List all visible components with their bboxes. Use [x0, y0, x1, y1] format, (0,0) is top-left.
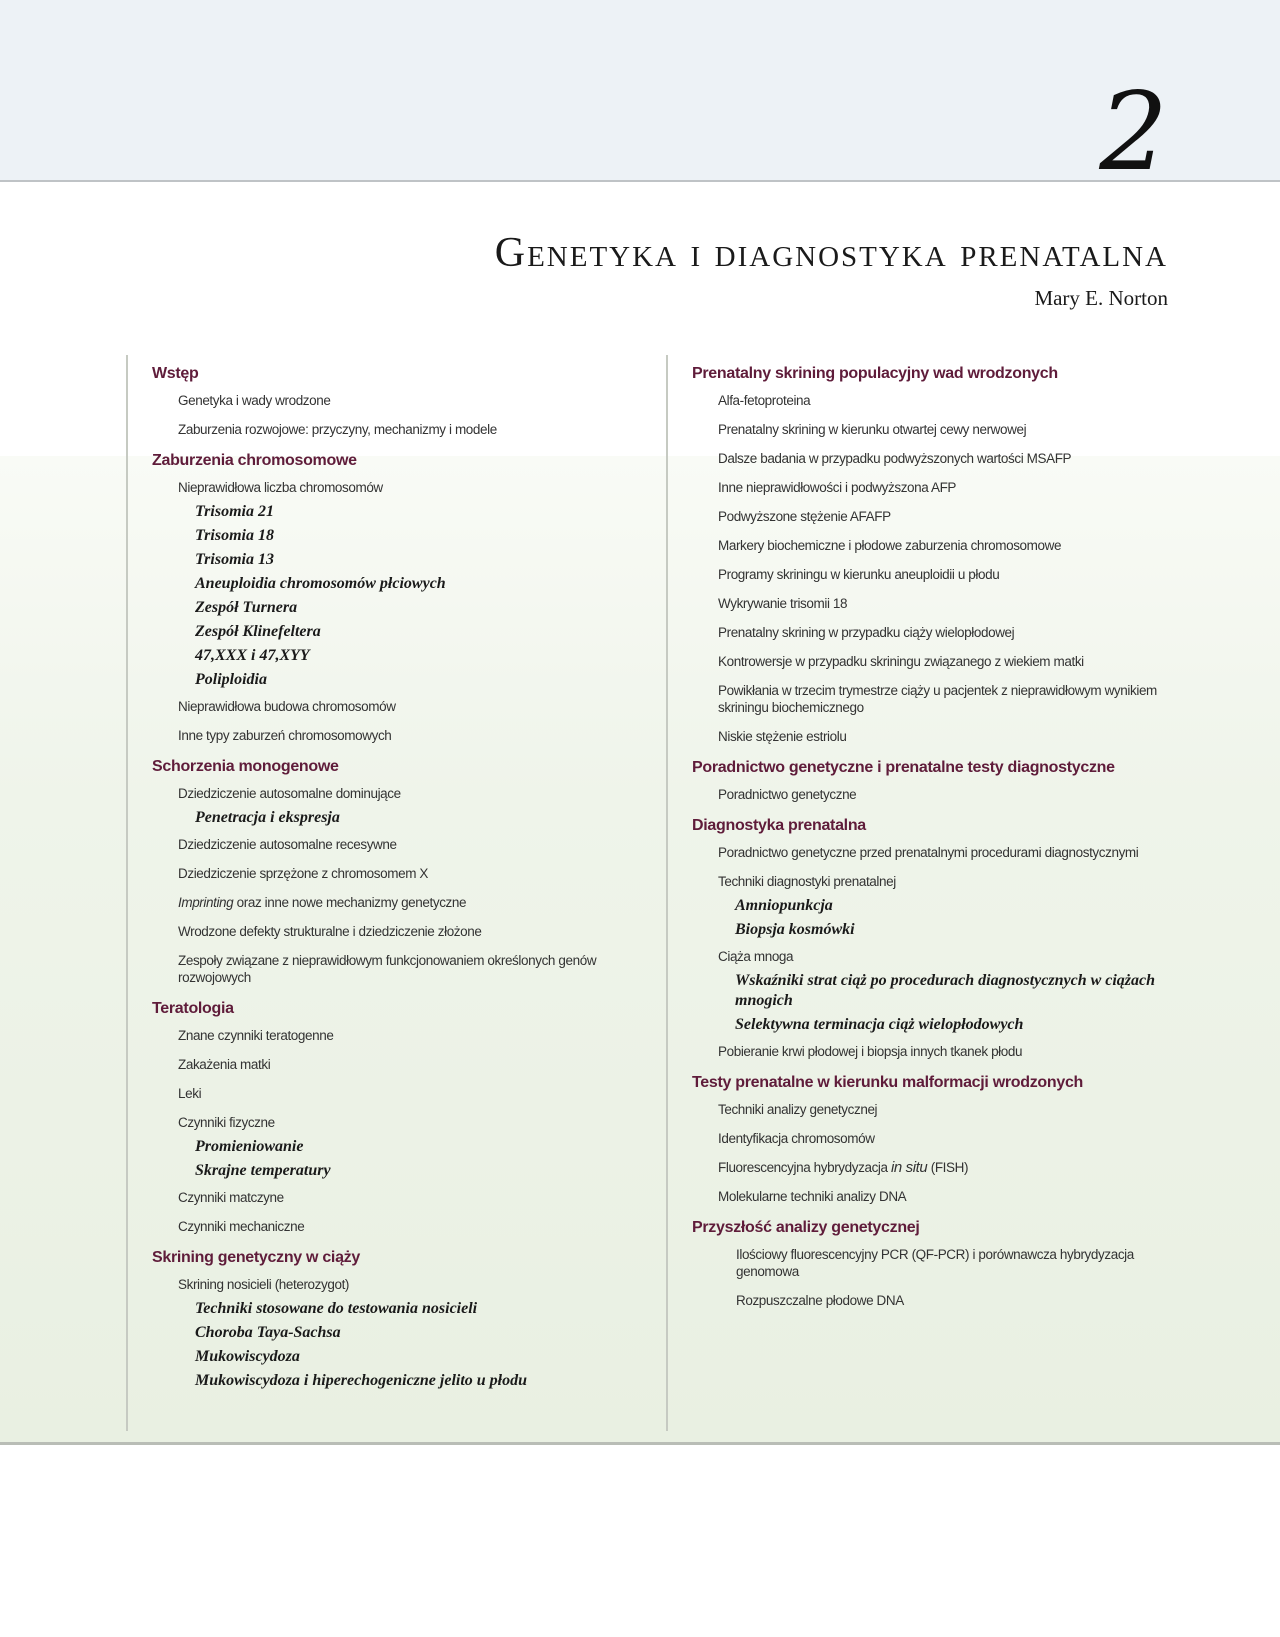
- toc-section-heading: [692, 815, 1186, 837]
- toc-entry-text: Testy prenatalne w kierunku malformacji wrodzonych: [692, 1074, 1084, 1091]
- toc-entry-text: Dziedziczenie sprzężone z chromosomem X: [178, 866, 429, 881]
- toc-subsubsection: [152, 622, 646, 642]
- toc-entry-text: Identyfikacja chromosomów: [718, 1131, 875, 1146]
- toc-entry-text: Czynniki mechaniczne: [178, 1219, 305, 1234]
- toc-section-heading: [152, 756, 646, 778]
- toc-entry-text: Znane czynniki teratogenne: [178, 1028, 334, 1043]
- toc-subsection: [692, 479, 1186, 496]
- toc-entry-text: Prenatalny skrining w kierunku otwartej cewy nerwowej: [718, 422, 1027, 437]
- toc-subsubsection: [152, 646, 646, 666]
- toc-subsection: [692, 1246, 1186, 1280]
- toc-subsection: [692, 537, 1186, 554]
- toc-entry-text: Amniopunkcja: [735, 897, 833, 914]
- toc-entry-text: Dziedziczenie autosomalne recesywne: [178, 837, 397, 852]
- toc-entry-text: Poradnictwo genetyczne i prenatalne testy diagnostyczne: [692, 759, 1115, 776]
- toc-subsubsection: [152, 670, 646, 690]
- toc-entry-text: Techniki stosowane do testowania nosicieli: [195, 1300, 478, 1317]
- toc-subsubsection: [692, 896, 1186, 916]
- toc-entry-text: Programy skriningu w kierunku aneuploidii u płodu: [718, 567, 1000, 582]
- toc-entry-text: Kontrowersje w przypadku skriningu związanego z wiekiem matki: [718, 654, 1084, 669]
- toc-entry-text: Nieprawidłowa budowa chromosomów: [178, 699, 396, 714]
- toc-subsubsection: [152, 598, 646, 618]
- toc-entry-text: Skrajne temperatury: [195, 1162, 331, 1179]
- toc-entry-text: Ilościowy fluorescencyjny PCR (QF-PCR) i porównawcza hybrydyzacja genomowa: [736, 1247, 1134, 1279]
- toc-entry-text: Leki: [178, 1086, 202, 1101]
- toc-section-heading: [152, 450, 646, 472]
- toc-subsubsection: [152, 526, 646, 546]
- toc-subsection: [152, 894, 646, 911]
- header-band: [0, 0, 1280, 182]
- toc-subsubsection: [152, 574, 646, 594]
- toc-section-heading: [692, 757, 1186, 779]
- toc-subsection: [692, 1292, 1186, 1309]
- toc-subsection: [692, 786, 1186, 803]
- toc-entry-text: Schorzenia monogenowe: [152, 758, 339, 775]
- toc-entry-text: Zespół Turnera: [195, 599, 298, 616]
- toc-entry-text: Fluorescencyjna hybrydyzacja: [718, 1160, 891, 1175]
- toc-entry-text: Pobieranie krwi płodowej i biopsja innych tkanek płodu: [718, 1044, 1023, 1059]
- toc-entry-text: Dziedziczenie autosomalne dominujące: [178, 786, 401, 801]
- toc-subsection: [152, 865, 646, 882]
- toc-subsection: [692, 566, 1186, 583]
- toc-subsubsection: [152, 502, 646, 522]
- toc-entry-text: Wrodzone defekty strukturalne i dziedziczenie złożone: [178, 924, 482, 939]
- toc-entry-text: Diagnostyka prenatalna: [692, 817, 866, 834]
- toc-entry-text: Molekularne techniki analizy DNA: [718, 1189, 907, 1204]
- toc-entry-text: Rozpuszczalne płodowe DNA: [736, 1293, 904, 1308]
- toc-entry-text: Skrining genetyczny w ciąży: [152, 1249, 360, 1266]
- toc-entry-text: Techniki analizy genetycznej: [718, 1102, 878, 1117]
- toc-entry-text: Aneuploidia chromosomów płciowych: [195, 575, 446, 592]
- toc-entry-text: Inne typy zaburzeń chromosomowych: [178, 728, 392, 743]
- chapter-title: Genetyka i diagnostyka prenatalna: [494, 230, 1168, 276]
- toc-subsection: [692, 844, 1186, 861]
- toc-subsubsection: [152, 808, 646, 828]
- toc-entry-text: Poradnictwo genetyczne: [718, 787, 857, 802]
- toc-entry-text: Prenatalny skrining populacyjny wad wrodzonych: [692, 365, 1058, 382]
- toc-entry-text: Nieprawidłowa liczba chromosomów: [178, 480, 383, 495]
- toc-subsection: [692, 728, 1186, 745]
- toc-entry-text: Wskaźniki strat ciąż po procedurach diagnostycznych w ciążach mnogich: [735, 972, 1156, 1009]
- toc-entry-text: Trisomia 13: [195, 551, 274, 568]
- toc-entry-text: Promieniowanie: [195, 1138, 304, 1155]
- toc-column-left: [126, 355, 646, 1431]
- toc-subsection: [152, 1276, 646, 1293]
- toc-entry-text: Alfa-fetoproteina: [718, 393, 811, 408]
- toc-entry-text: Prenatalny skrining w przypadku ciąży wielopłodowej: [718, 625, 1015, 640]
- toc-subsubsection: [152, 1299, 646, 1319]
- toc-subsection: [692, 392, 1186, 409]
- toc-entry-text: Skrining nosicieli (heterozygot): [178, 1277, 350, 1292]
- toc-entry-text: Choroba Taya-Sachsa: [195, 1324, 341, 1341]
- toc-subsection: [152, 1114, 646, 1131]
- toc-subsection: [152, 1085, 646, 1102]
- toc-entry-text: Selektywna terminacja ciąż wielopłodowych: [735, 1016, 1024, 1033]
- toc-subsection: [692, 948, 1186, 965]
- toc-entry-text: Dalsze badania w przypadku podwyższonych wartości MSAFP: [718, 451, 1072, 466]
- toc-entry-text: Powikłania w trzecim trymestrze ciąży u pacjentek z nieprawidłowym wynikiem skriningu biochemicznego: [718, 683, 1157, 715]
- toc-entry-text: Przyszłość analizy genetycznej: [692, 1219, 920, 1236]
- toc-entry-text: Teratologia: [152, 1000, 234, 1017]
- toc-subsection: [152, 1056, 646, 1073]
- toc-subsubsection: [152, 1161, 646, 1181]
- toc-entry-text: Ciąża mnoga: [718, 949, 794, 964]
- toc-entry-text: Trisomia 18: [195, 527, 274, 544]
- toc-entry-text: Markery biochemiczne i płodowe zaburzenia chromosomowe: [718, 538, 1062, 553]
- toc-entry-text: Genetyka i wady wrodzone: [178, 393, 331, 408]
- toc-subsection: [692, 450, 1186, 467]
- toc-subsubsection: [152, 1323, 646, 1343]
- toc-entry-text: Mukowiscydoza i hiperechogeniczne jelito u płodu: [195, 1372, 528, 1389]
- toc-subsubsection: [692, 971, 1186, 1011]
- toc-subsection: [692, 1043, 1186, 1060]
- toc-entry-text: Mukowiscydoza: [195, 1348, 300, 1365]
- toc-subsubsection: [692, 920, 1186, 940]
- toc-subsection: [152, 1189, 646, 1206]
- toc-section-heading: [152, 998, 646, 1020]
- toc-subsection: [152, 923, 646, 940]
- toc-entry-text: Zespoły związane z nieprawidłowym funkcjonowaniem określonych genów rozwojowych: [178, 953, 597, 985]
- toc-subsection: [152, 698, 646, 715]
- toc-entry-text: oraz inne nowe mechanizmy genetyczne: [233, 895, 467, 910]
- toc-subsection: [692, 1188, 1186, 1205]
- toc-entry-text: Inne nieprawidłowości i podwyższona AFP: [718, 480, 957, 495]
- toc-entry-text: Wykrywanie trisomii 18: [718, 596, 848, 611]
- toc-section-heading: [152, 363, 646, 385]
- toc-entry-text: Poliploidia: [195, 671, 267, 688]
- toc-entry-text: Trisomia 21: [195, 503, 274, 520]
- toc-section-heading: [152, 1247, 646, 1269]
- toc-subsection: [152, 1218, 646, 1235]
- toc-entry-text: Podwyższone stężenie AFAFP: [718, 509, 891, 524]
- toc-entry-tail: (FISH): [927, 1160, 969, 1175]
- toc-entry-text: Poradnictwo genetyczne przed prenatalnymi procedurami diagnostycznymi: [718, 845, 1139, 860]
- toc-subsection: [692, 1101, 1186, 1118]
- toc-subsection: [692, 1130, 1186, 1147]
- toc-subsection: [692, 873, 1186, 890]
- toc-subsection: [152, 1027, 646, 1044]
- toc-entry-italic: in situ: [890, 1159, 928, 1176]
- toc-entry-text: Penetracja i ekspresja: [195, 809, 340, 826]
- toc-entry-text: Zaburzenia rozwojowe: przyczyny, mechanizmy i modele: [178, 422, 497, 437]
- toc-subsection: [152, 836, 646, 853]
- toc-subsection: [152, 392, 646, 409]
- toc-entry-text: Wstęp: [152, 365, 199, 382]
- toc-subsection: [692, 421, 1186, 438]
- toc-entry-italic: Imprinting: [178, 895, 234, 910]
- toc-section-heading: [692, 363, 1186, 385]
- toc-entry-text: Czynniki fizyczne: [178, 1115, 275, 1130]
- toc-subsection: [152, 727, 646, 744]
- toc-subsection: [152, 421, 646, 438]
- toc-subsection: [692, 595, 1186, 612]
- toc-subsection: [692, 1159, 1186, 1176]
- toc-subsection: [152, 479, 646, 496]
- toc-entry-text: Zespół Klinefeltera: [195, 623, 321, 640]
- toc-subsection: [692, 508, 1186, 525]
- toc-entry-text: Biopsja kosmówki: [735, 921, 855, 938]
- toc-subsection: [692, 682, 1186, 716]
- toc-section-heading: [692, 1217, 1186, 1239]
- toc-subsubsection: [152, 1371, 646, 1391]
- toc-entry-text: 47,XXX i 47,XYY: [195, 647, 310, 664]
- chapter-author: Mary E. Norton: [1034, 286, 1168, 310]
- toc-section-heading: [692, 1072, 1186, 1094]
- toc-subsection: [692, 624, 1186, 641]
- toc-entry-text: Czynniki matczyne: [178, 1190, 284, 1205]
- toc-subsubsection: [152, 550, 646, 570]
- toc-entry-text: Zaburzenia chromosomowe: [152, 452, 357, 469]
- toc-subsection: [692, 653, 1186, 670]
- toc-subsubsection: [692, 1015, 1186, 1035]
- chapter-number: 2: [1099, 70, 1168, 195]
- toc-subsection: [152, 785, 646, 802]
- toc-subsubsection: [152, 1137, 646, 1157]
- toc-entry-text: Niskie stężenie estriolu: [718, 729, 847, 744]
- toc-column-right: [666, 355, 1186, 1431]
- toc-entry-text: Zakażenia matki: [178, 1057, 271, 1072]
- toc-subsubsection: [152, 1347, 646, 1367]
- toc-entry-text: Techniki diagnostyki prenatalnej: [718, 874, 896, 889]
- toc-subsection: [152, 952, 646, 986]
